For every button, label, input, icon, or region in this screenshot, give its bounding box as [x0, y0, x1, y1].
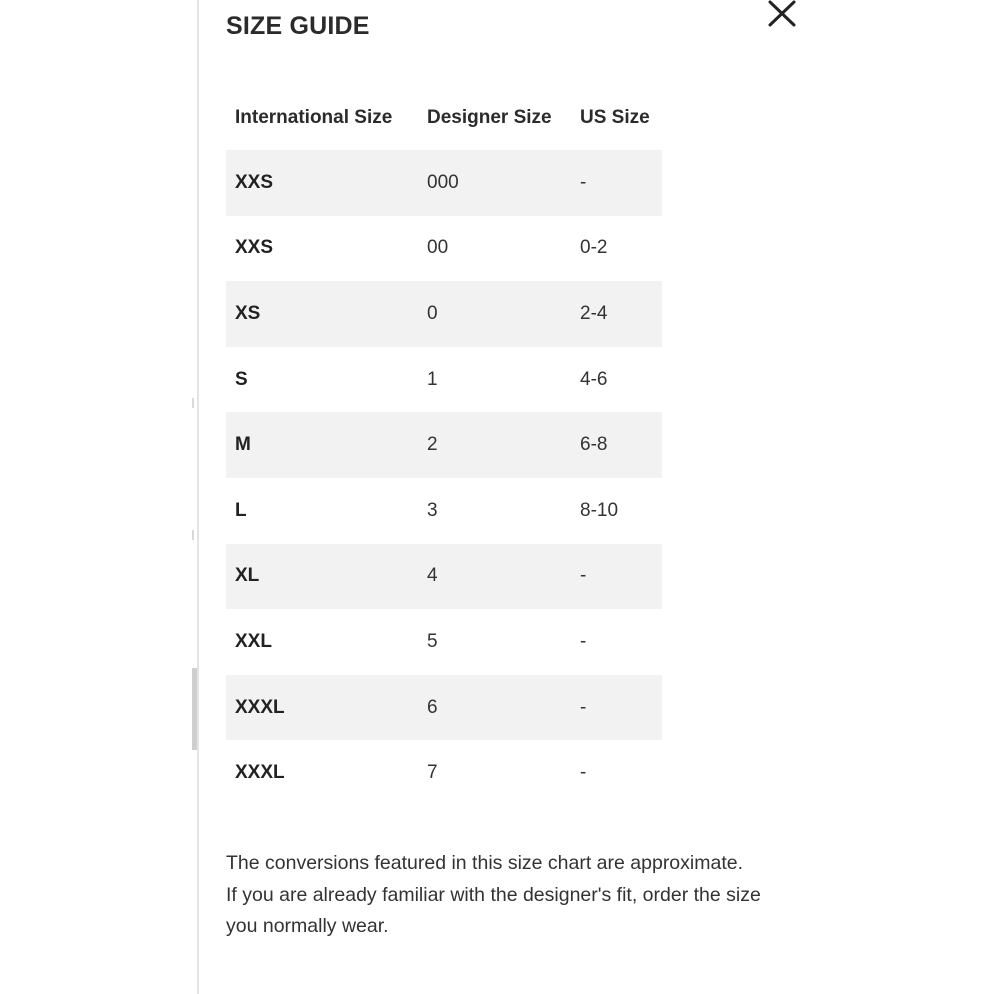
size-guide-modal: [199, 0, 994, 994]
modal-title: SIZE GUIDE: [226, 12, 370, 40]
backdrop-divider: [192, 530, 194, 540]
us-size-cell: 2-4: [571, 281, 662, 347]
us-size-cell: -: [580, 762, 587, 784]
international-size-cell: XXS: [226, 150, 418, 216]
page-backdrop: [0, 0, 197, 994]
international-size-cell: XS: [226, 281, 418, 347]
designer-size-cell: 1: [427, 368, 438, 390]
size-table: [226, 85, 662, 806]
table-row: [226, 216, 662, 282]
designer-size-cell: 00: [427, 237, 449, 259]
disclaimer-fit-advice: If you are already familiar with the designer's fit, order the size you normally wear.: [226, 883, 761, 937]
close-button[interactable]: [765, 0, 799, 30]
backdrop-divider: [192, 398, 194, 408]
international-size-cell: XXXL: [235, 762, 285, 784]
column-header-designer: Designer Size: [427, 106, 552, 128]
us-size-cell: 4-6: [580, 368, 608, 390]
designer-size-cell: 6: [418, 675, 571, 741]
column-header-us: US Size: [580, 106, 650, 128]
us-size-cell: 8-10: [580, 499, 619, 521]
table-row: [226, 150, 662, 216]
close-icon: [765, 0, 799, 30]
table-row: [226, 281, 662, 347]
us-size-cell: -: [580, 630, 587, 652]
international-size-cell: XXXL: [226, 675, 418, 741]
designer-size-cell: 4: [418, 544, 571, 610]
table-row: [226, 609, 662, 675]
international-size-cell: XXL: [235, 630, 272, 652]
size-disclaimer: [226, 848, 796, 943]
us-size-cell: 0-2: [580, 237, 608, 259]
table-row: [226, 740, 662, 806]
international-size-cell: XL: [226, 544, 418, 610]
table-row: [226, 478, 662, 544]
designer-size-cell: 7: [427, 762, 438, 784]
disclaimer-approximate: The conversions featured in this size chart are approximate.: [226, 852, 744, 874]
designer-size-cell: 000: [418, 150, 571, 216]
table-row: [226, 675, 662, 741]
international-size-cell: XXS: [235, 237, 274, 259]
designer-size-cell: 2: [418, 412, 571, 478]
us-size-cell: -: [571, 675, 662, 741]
us-size-cell: -: [571, 150, 662, 216]
column-header-international: International Size: [235, 106, 393, 128]
table-row: [226, 412, 662, 478]
international-size-cell: L: [235, 499, 247, 521]
us-size-cell: -: [571, 544, 662, 610]
table-header-row: [226, 85, 662, 150]
table-row: [226, 544, 662, 610]
international-size-cell: M: [226, 412, 418, 478]
designer-size-cell: 0: [418, 281, 571, 347]
international-size-cell: S: [235, 368, 248, 390]
table-row: [226, 347, 662, 413]
designer-size-cell: 3: [427, 499, 438, 521]
designer-size-cell: 5: [427, 630, 438, 652]
us-size-cell: 6-8: [571, 412, 662, 478]
